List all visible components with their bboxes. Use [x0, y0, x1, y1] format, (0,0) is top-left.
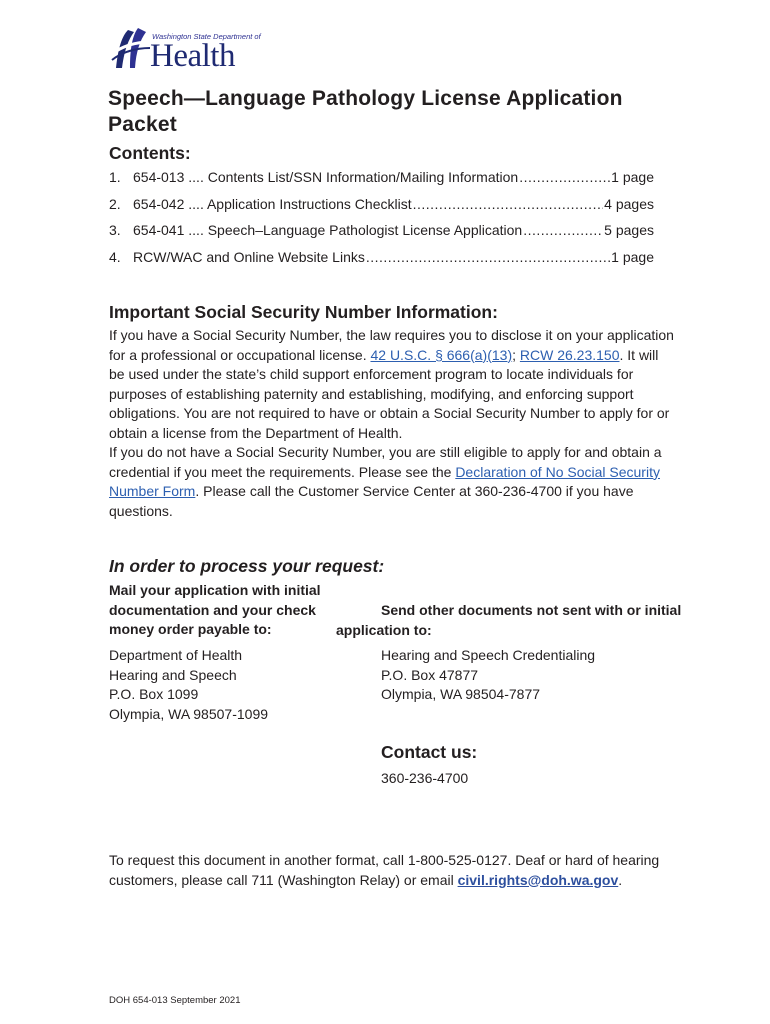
send-documents-label: Send other documents not sent with or initial application to: [336, 602, 682, 638]
address-line: Olympia, WA 98507-1099 [109, 705, 269, 722]
request-end: . [618, 871, 623, 888]
doh-logo [110, 20, 261, 76]
document-footer: DOH 654-013 September 2021 [109, 995, 241, 1006]
order-heading: In order to process your request: [109, 556, 385, 576]
address-line: Hearing and Speech [109, 666, 237, 683]
ssn-paragraph-1 [109, 326, 674, 443]
contents-item-number: 2. [109, 195, 121, 212]
contact-phone: 360-236-4700 [381, 770, 469, 786]
ssn-text: . Please call the Customer Service Center at 360-236-4700 if you have questions. [109, 483, 634, 519]
civil-rights-email-link[interactable]: civil.rights@doh.wa.gov [457, 871, 619, 888]
mail-application-label: Mail your application with initial documentation and your check money order payable to: [109, 582, 321, 637]
request-text: To request this document in another format, call 1-800-525-0127. Deaf or hard of hearing customers, please call 711 (Washington Relay) or email [109, 852, 660, 888]
address-line: Olympia, WA 98504-7877 [381, 686, 541, 702]
contents-item-text: RCW/WAC and Online Website Links [133, 248, 365, 265]
address-line: Department of Health [109, 647, 243, 663]
contents-item [109, 222, 654, 249]
contents-item-pages: 5 pages [604, 222, 654, 238]
contents-heading: Contents: [109, 143, 191, 163]
logo-health-text: Health [150, 38, 235, 74]
contents-item [109, 196, 654, 223]
contents-item-pages: 1 page [611, 248, 654, 265]
rcw-link[interactable]: RCW 26.23.150 [519, 346, 620, 363]
contents-item-leader [413, 196, 604, 212]
contents-item-text: 654-041 .... Speech–Language Pathologist License Application [133, 222, 523, 238]
ssn-paragraph-2 [109, 443, 674, 521]
page-title: Speech—Language Pathology License Application Packet [108, 87, 623, 136]
ssn-text: . It will be used under the state’s child support enforcement program to locate individuals for purposes of establishing paternity and establishing, modifying, and enforcing support obligations. You are not required to have or obtain a Social Security Number to apply for or obtain a license from the Department of Health. [109, 346, 670, 441]
contents-item-number: 1. [109, 169, 121, 185]
no-ssn-form-link[interactable]: Declaration of No Social Security Number Form [109, 463, 660, 499]
alternate-format-notice [109, 851, 679, 890]
address-line: P.O. Box 1099 [109, 686, 199, 702]
mailing-address-documents [381, 646, 595, 705]
contents-item-leader [366, 249, 610, 265]
link-separator: ; [512, 346, 520, 363]
contents-item-leader [519, 169, 610, 185]
address-line: P.O. Box 47877 [381, 666, 479, 683]
contents-item-text: 654-042 .... Application Instructions Checklist [133, 195, 412, 212]
contact-heading: Contact us: [381, 742, 478, 762]
mailing-address-application [109, 646, 268, 724]
ssn-text: If you have a Social Security Number, the law requires you to disclose it on your application for a professional or occupational license. [109, 327, 674, 363]
contents-item-pages: 1 page [611, 169, 654, 185]
contents-item [109, 249, 654, 276]
contents-item-pages: 4 pages [604, 195, 654, 212]
usc-link[interactable]: 42 U.S.C. § 666(a)(13) [370, 346, 513, 363]
ssn-text: If you do not have a Social Security Number, you are still eligible to apply for and obtain a credential if you meet the requirements. Please see the [109, 444, 662, 480]
logo-small-text: Washington State Department of [152, 32, 261, 41]
contents-item [109, 169, 654, 196]
ssn-body [109, 326, 674, 521]
address-line: Hearing and Speech Credentialing [381, 647, 596, 663]
doh-logo-mark-icon [110, 24, 152, 74]
contents-list [109, 169, 654, 275]
contents-item-number: 4. [109, 248, 121, 265]
contents-item-text: 654-013 .... Contents List/SSN Information/Mailing Information [133, 169, 519, 185]
ssn-heading: Important Social Security Number Information: [109, 302, 498, 322]
contents-item-leader [523, 222, 603, 238]
contents-item-number: 3. [109, 222, 121, 238]
